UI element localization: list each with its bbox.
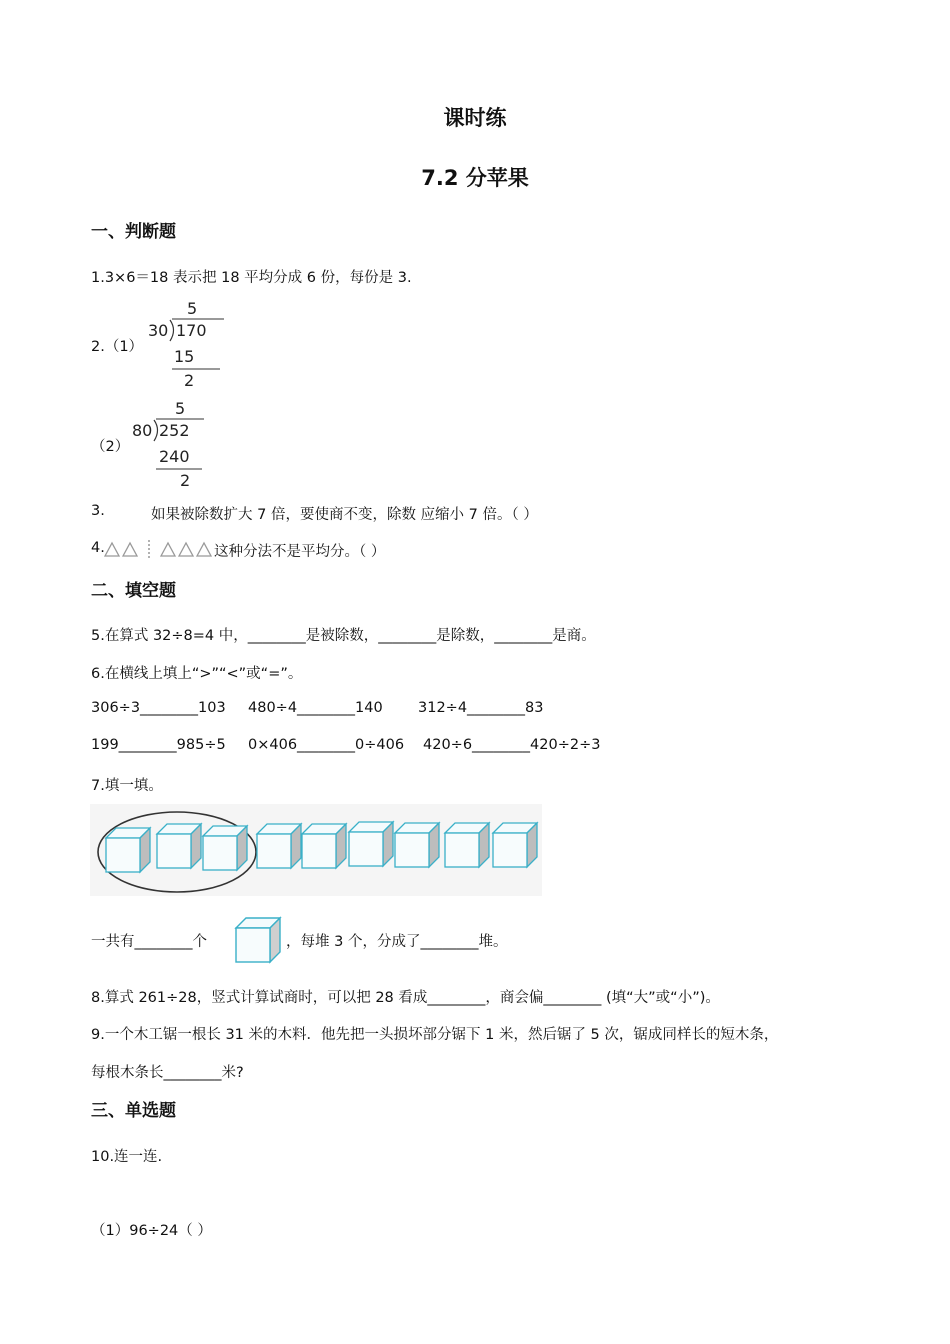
division-2-quotient: 5 (175, 399, 186, 418)
question-7: 7.填一填。 (91, 778, 163, 794)
long-division-1 (140, 296, 240, 392)
cube (395, 823, 439, 867)
q6-row1-item3: 312÷4________83 (418, 700, 544, 716)
cube (257, 824, 301, 868)
question-7-fill-a: 一共有________个 (91, 934, 207, 950)
question-8: 8.算式 261÷28，竖式计算试商时，可以把 28 看成________，商会偏________ (填“大”或“小”)。 (91, 990, 720, 1006)
question-2-label-1: 2.（1） (91, 339, 144, 355)
long-division-2 (126, 396, 226, 492)
division-2-remainder: 2 (180, 471, 191, 490)
division-1-dividend: 170 (176, 321, 207, 340)
question-2-label-2: （2） (91, 439, 130, 455)
division-2-divisor: 80 (132, 421, 153, 440)
cube (493, 823, 537, 867)
cube (349, 822, 393, 866)
triangle-icon (105, 543, 119, 556)
page-title: 课时练 (443, 106, 507, 130)
section-heading-fill: 二、填空题 (91, 581, 176, 601)
cube (445, 823, 489, 867)
triangle-icon (197, 543, 211, 556)
cubes-figure (90, 804, 542, 896)
q6-row2-item3: 420÷6________420÷2÷3 (423, 737, 601, 753)
cube (106, 828, 150, 872)
question-4-number: 4. (91, 540, 105, 556)
triangle-icon (179, 543, 193, 556)
division-2-dividend: 252 (159, 421, 190, 440)
question-9-line-1: 9.一个木工锯一根长 31 米的木料．他先把一头损坏部分锯下 1 米，然后锯了 5 次，锯成同样长的短木条， (91, 1027, 779, 1043)
division-1-remainder: 2 (184, 371, 195, 390)
question-5: 5.在算式 32÷8=4 中，________是被除数，________是除数，________是商。 (91, 628, 596, 644)
cube (203, 826, 247, 870)
division-1-divisor: 30 (148, 321, 169, 340)
cube (157, 824, 201, 868)
question-3-number: 3. (91, 503, 105, 519)
section-heading-judgement: 一、判断题 (91, 222, 176, 242)
question-6: 6.在横线上填上“>”“<”或“=”。 (91, 666, 303, 682)
question-3: 如果被除数扩大 7 倍，要使商不变，除数 应缩小 7 倍。（ ） (151, 507, 538, 523)
q6-row2-item2: 0×406________0÷406 (248, 737, 405, 753)
q6-row2-item1: 199________985÷5 (91, 737, 226, 753)
question-9-line-2: 每根木条长________米? (91, 1065, 244, 1081)
section-heading-choice: 三、单选题 (91, 1101, 176, 1121)
question-10: 10.连一连. (91, 1149, 163, 1165)
cube-icon (234, 916, 284, 966)
triangle-icon (161, 543, 175, 556)
question-4: 这种分法不是平均分。（ ） (214, 544, 386, 560)
question-1: 1.3×6＝18 表示把 18 平均分成 6 份，每份是 3. (91, 270, 412, 286)
division-1-product: 15 (174, 347, 195, 366)
triangle-icon (123, 543, 137, 556)
division-1-quotient: 5 (187, 299, 198, 318)
cube (302, 824, 346, 868)
q6-row1-item2: 480÷4________140 (248, 700, 383, 716)
triangles-figure (103, 539, 215, 559)
q6-row1-item1: 306÷3________103 (91, 700, 226, 716)
page-subtitle: 7.2 分苹果 (421, 166, 529, 190)
question-10-sub-1: （1）96÷24（ ） (91, 1223, 212, 1239)
question-7-fill-b: ，每堆 3 个，分成了________堆。 (286, 934, 508, 950)
division-2-product: 240 (159, 447, 190, 466)
